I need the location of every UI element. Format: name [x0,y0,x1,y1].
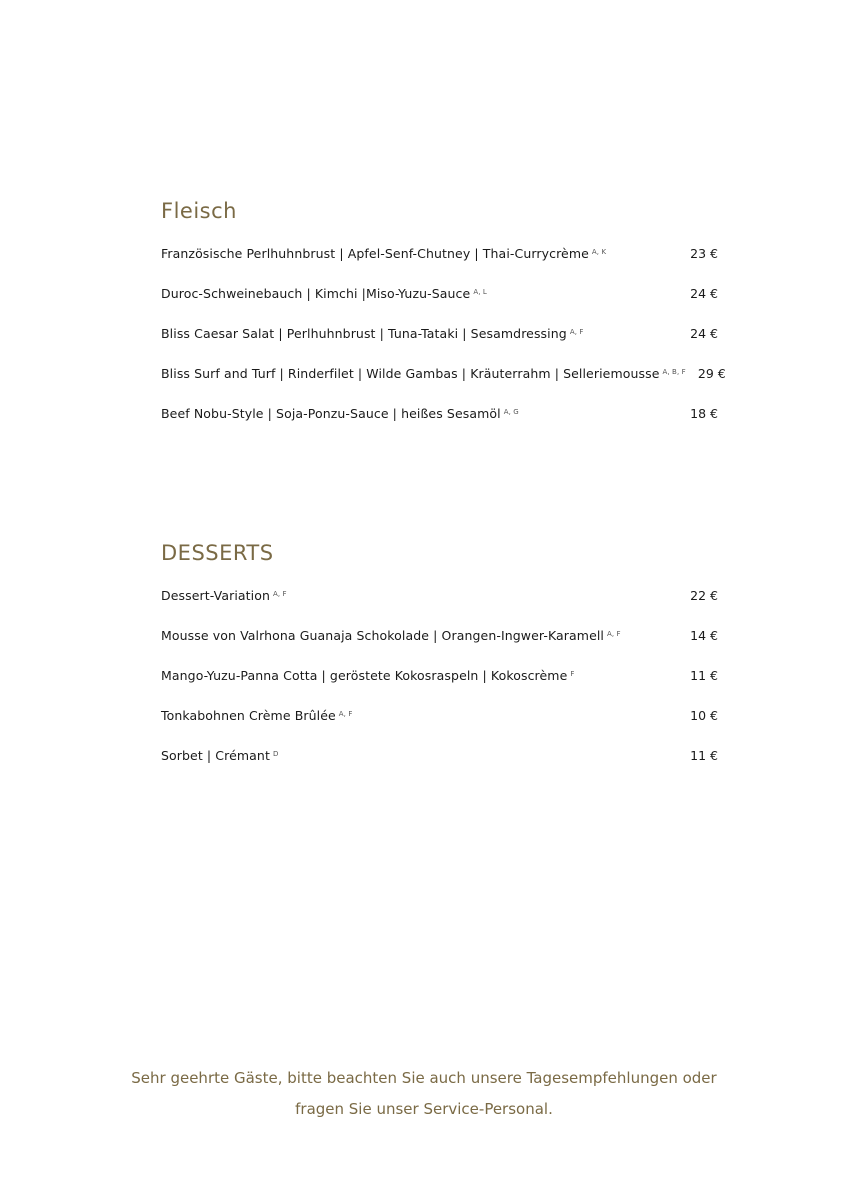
dish-name: Mousse von Valrhona Guanaja Schokolade | Orangen-Ingwer-Karamell [161,628,605,643]
allergen-codes: D [272,750,279,758]
allergen-codes: A, B, F [662,368,686,376]
dish-price: 14 € [690,628,718,643]
allergen-codes: A, F [569,328,584,336]
dish-price: 11 € [690,668,718,683]
dish-price: 10 € [690,708,718,723]
menu-item [161,406,718,446]
menu-item [161,748,718,788]
menu-item [161,326,718,366]
dish-name: Dessert-Variation [161,588,271,603]
dish-name: Beef Nobu-Style | Soja-Ponzu-Sauce | heißes Sesamöl [161,406,501,421]
section-title-desserts: DESSERTS [161,541,274,565]
dish-name: Mango-Yuzu-Panna Cotta | geröstete Kokosraspeln | Kokoscrème [161,668,568,683]
allergen-codes: F [570,670,575,678]
allergen-codes: A, L [473,288,487,296]
desserts-item-list [161,588,718,788]
allergen-codes: A, G [503,408,519,416]
menu-item [161,246,718,286]
dish-name: Bliss Caesar Salat | Perlhuhnbrust | Tuna-Tataki | Sesamdressing [161,326,567,341]
menu-item [161,366,726,406]
menu-item [161,588,718,628]
allergen-codes: A, K [591,248,607,256]
menu-item [161,708,718,748]
dish-name: Duroc-Schweinebauch | Kimchi |Miso-Yuzu-Sauce [161,286,471,301]
dish-name: Bliss Surf and Turf | Rinderfilet | Wilde Gambas | Kräuterrahm | Selleriemousse [161,366,660,381]
section-desserts [161,538,718,788]
fleisch-item-list [161,246,726,446]
dish-price: 23 € [690,246,718,261]
footer-note [0,1063,848,1125]
dish-name: Sorbet | Crémant [161,748,270,763]
dish-price: 24 € [690,326,718,341]
footer-line-1: Sehr geehrte Gäste, bitte beachten Sie auch unsere Tagesempfehlungen oder [131,1069,717,1087]
footer-line-2: fragen Sie unser Service-Personal. [295,1100,553,1118]
menu-item [161,668,718,708]
dish-name: Französische Perlhuhnbrust | Apfel-Senf-Chutney | Thai-Currycrème [161,246,589,261]
menu-item [161,286,718,326]
dish-price: 11 € [690,748,718,763]
dish-price: 29 € [697,366,726,381]
allergen-codes: A, F [273,590,287,598]
section-title-fleisch: Fleisch [161,199,237,223]
dish-price: 18 € [690,406,718,421]
dish-price: 24 € [690,286,718,301]
menu-item [161,628,718,668]
allergen-codes: A, F [338,710,353,718]
dish-name: Tonkabohnen Crème Brûlée [161,708,336,723]
section-fleisch [161,196,726,446]
allergen-codes: A, F [607,630,621,638]
dish-price: 22 € [690,588,718,603]
